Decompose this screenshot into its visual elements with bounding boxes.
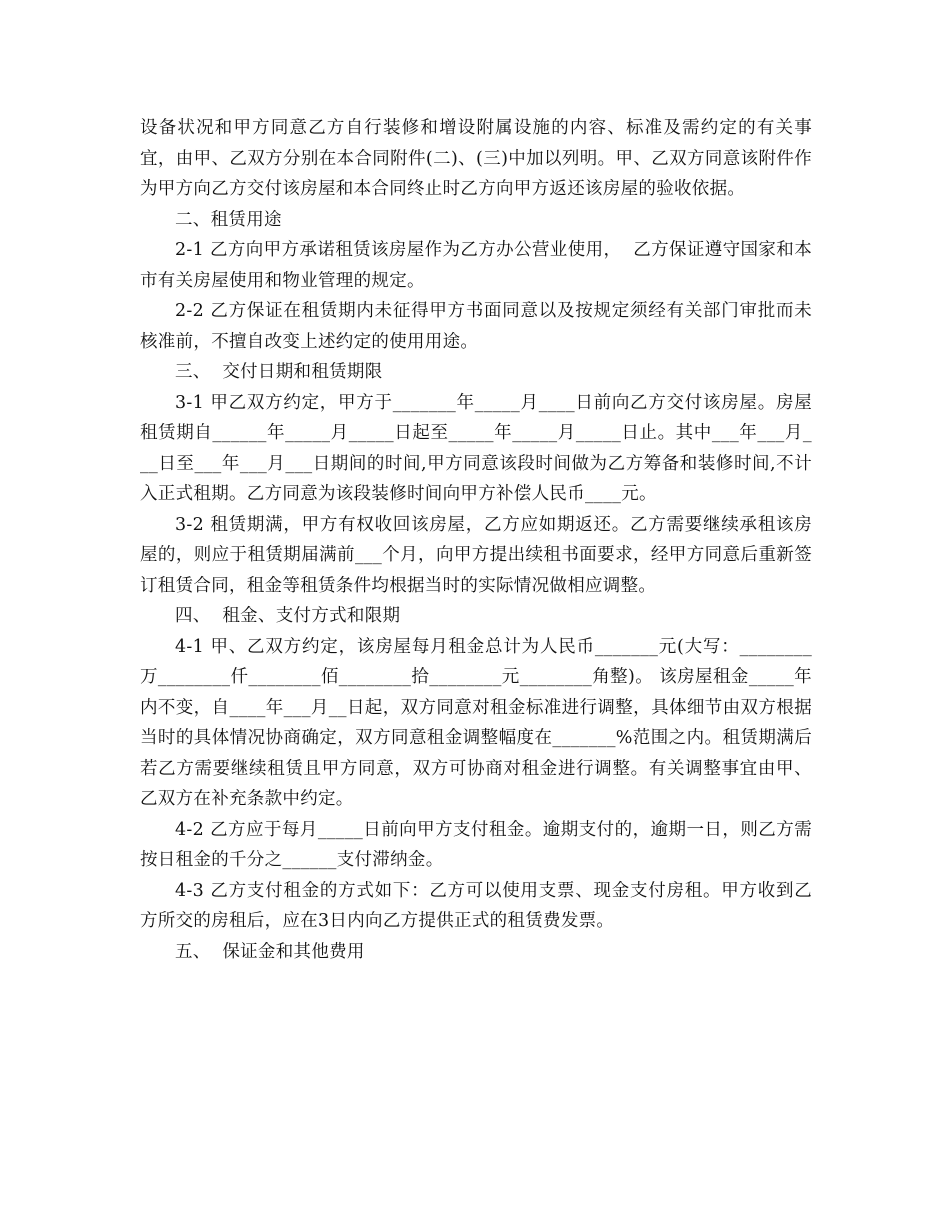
clause-4-3: 4-3 乙方支付租金的方式如下：乙方可以使用支票、现金支付房租。甲方收到乙方所交的房租后，应在3日内向乙方提供正式的租赁费发票。 xyxy=(140,880,812,931)
clause-2-1: 2-1 乙方向甲方承诺租赁该房屋作为乙方办公营业使用， 乙方保证遵守国家和本市有关房屋使用和物业管理的规定。 xyxy=(140,240,812,291)
section-heading-lease-purpose: 二、租赁用途 xyxy=(175,209,282,230)
document-body xyxy=(140,113,812,967)
section-heading-rent-payment: 四、 租金、支付方式和限期 xyxy=(175,606,401,626)
clause-3-2: 3-2 租赁期满，甲方有权收回该房屋，乙方应如期返还。乙方需要继续承租该房屋的，则应于租赁期届满前___个月，向甲方提出续租书面要求，经甲方同意后重新签订租赁合同，租金等租赁条件均根据当时的实际情况做相应调整。 xyxy=(140,514,812,596)
section-heading-deposit-fees: 五、 保证金和其他费用 xyxy=(175,941,365,962)
clause-4-2: 4-2 乙方应于每月_____日前向甲方支付租金。逾期支付的，逾期一日，则乙方需按日租金的千分之______支付滞纳金。 xyxy=(140,819,812,870)
clause-3-1: 3-1 甲乙双方约定，甲方于_______年_____月____日前向乙方交付该房屋。房屋租赁期自______年_____月_____日起至_____年_____月_____日止。其中___年___月___日至___年___月___日期间的时间,甲方同意该段时间做为乙方筹备和装修时间,不计入正式租期。乙方同意为该段装修时间向甲方补偿人民币____元。 xyxy=(140,392,812,504)
clause-2-2: 2-2 乙方保证在租赁期内未征得甲方书面同意以及按规定须经有关部门审批而未核准前，不擅自改变上述约定的使用用途。 xyxy=(140,301,812,352)
paragraph-attachment-clause: 设备状况和甲方同意乙方自行装修和增设附属设施的内容、标准及需约定的有关事宜，由甲、乙双方分别在本合同附件(二)、(三)中加以列明。甲、乙双方同意该附件作为甲方向乙方交付该房屋和本合同终止时乙方向甲方返还该房屋的验收依据。 xyxy=(140,118,812,199)
section-heading-delivery-term: 三、 交付日期和租赁期限 xyxy=(175,362,383,382)
clause-4-1: 4-1 甲、乙双方约定，该房屋每月租金总计为人民币_______元(大写：________万________仟________佰________拾________元________角整)。 该房屋租金_____年内不变，自____年___月__日起，双方同意对租金标准进行调整，具体细节由双方根据当时的具体情况协商确定，双方同意租金调整幅度在_______%范围之内。租赁期满后若乙方需要继续租赁且甲方同意，双方可协商对租金进行调整。有关调整事宜由甲、乙双方在补充条款中约定。 xyxy=(140,636,812,809)
